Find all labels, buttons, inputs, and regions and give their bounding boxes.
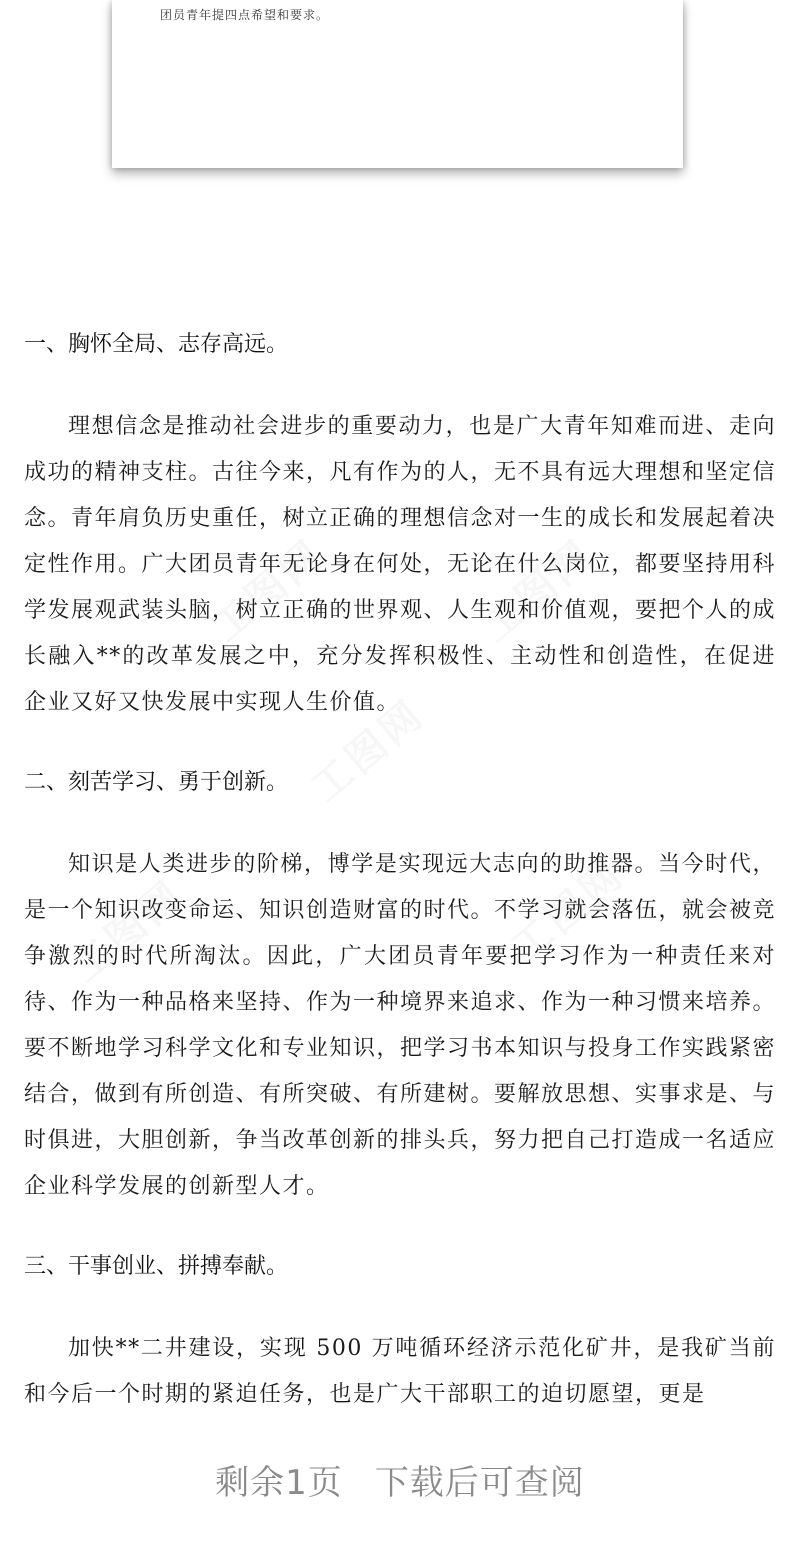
download-prompt-banner[interactable] <box>0 1455 800 1504</box>
section-heading: 一、胸怀全局、志存高远。 <box>24 332 289 357</box>
section-heading: 三、干事创业、拼搏奉献。 <box>24 1254 289 1279</box>
download-hint-label: 下载后可查阅 <box>374 1463 585 1503</box>
document-body <box>24 322 776 1418</box>
section-3 <box>24 1244 776 1418</box>
section-paragraph: 理想信念是推动社会进步的重要动力，也是广大青年知难而进、走向成功的精神支柱。古往今来，凡有作为的人，无不具有远大理想和坚定信念。青年肩负历史重任，树立正确的理想信念对一生的成长和发展起着决定性作用。广大团员青年无论身在何处，无论在什么岗位，都要坚持用科学发展观武装头脑，树立正确的世界观、人生观和价值观，要把个人的成长融入**的改革发展之中，充分发挥积极性、主动性和创造性，在促进企业又好又快发展中实现人生价值。 <box>24 414 777 715</box>
section-1 <box>24 322 776 760</box>
document-preview-card <box>112 0 683 168</box>
section-heading: 二、刻苦学习、勇于创新。 <box>24 770 289 795</box>
section-paragraph: 知识是人类进步的阶梯，博学是实现远大志向的助推器。当今时代，是一个知识改变命运、知识创造财富的时代。不学习就会落伍，就会被竞争激烈的时代所淘汰。因此，广大团员青年要把学习作为一种责任来对待、作为一种品格来坚持、作为一种境界来追求、作为一种习惯来培养。要不断地学习科学文化和专业知识，把学习书本知识与投身工作实践紧密结合，做到有所创造、有所突破、有所建树。要解放思想、实事求是、与时俱进，大胆创新，争当改革创新的排头兵，努力把自己打造成一名适应企业科学发展的创新型人才。 <box>24 852 777 1199</box>
section-paragraph: 加快**二井建设，实现 500 万吨循环经济示范化矿井，是我矿当前和今后一个时期的紧迫任务，也是广大干部职工的迫切愿望，更是 <box>24 1336 776 1407</box>
remaining-pages-label: 剩余1页 <box>215 1463 343 1503</box>
section-2 <box>24 760 776 1244</box>
preview-text-line: 团员青年提四点希望和要求。 <box>160 8 330 22</box>
